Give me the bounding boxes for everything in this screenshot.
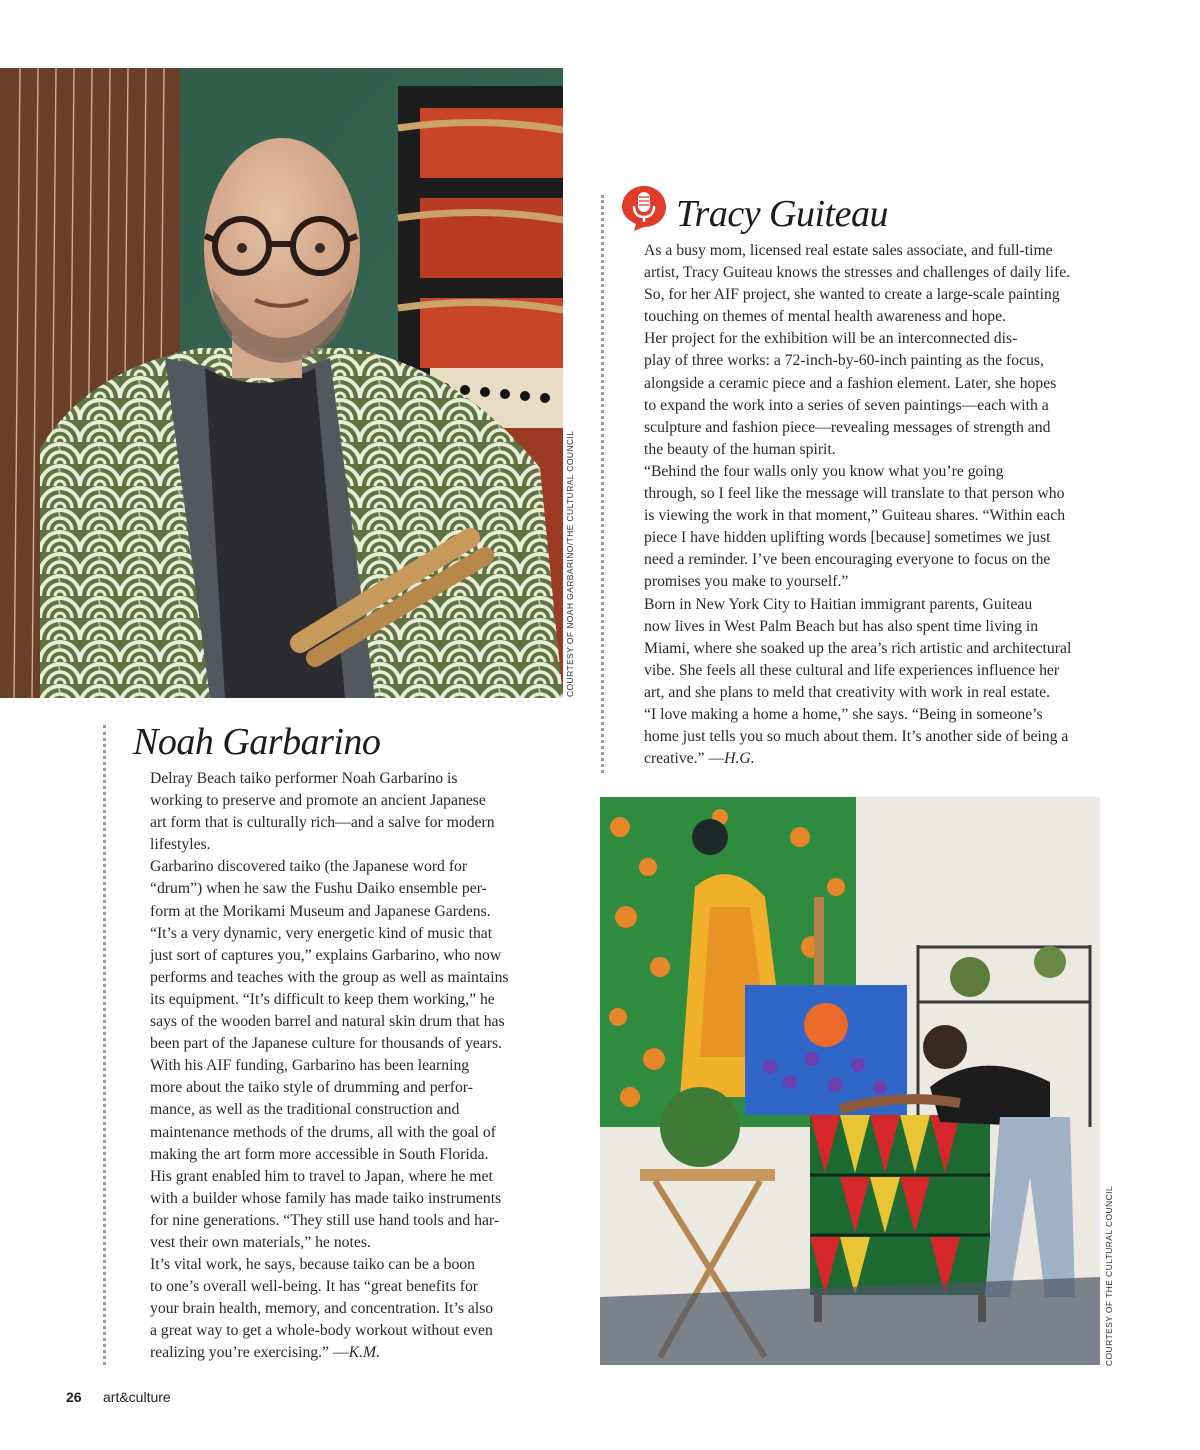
text-line: for nine generations. “They still use hand tools and har- [150, 1211, 500, 1229]
noah-paragraph [133, 923, 545, 1056]
microphone-icon [620, 184, 668, 232]
text-line [627, 748, 1101, 770]
text-line: artist, Tracy Guiteau knows the stresses and challenges of daily life. [644, 264, 1071, 282]
text-line: its equipment. “It’s difficult to keep them working,” he [150, 990, 495, 1008]
text-line: alongside a ceramic piece and a fashion element. Later, she hopes [644, 374, 1057, 392]
text-line: with a builder whose family has made taiko instruments [150, 1189, 502, 1207]
tracy-paragraph [627, 704, 1101, 770]
text-line: more about the taiko style of drumming and perfor- [150, 1079, 473, 1097]
text-line: need a reminder. I’ve been encouraging everyone to focus on the [644, 551, 1051, 569]
noah-article [133, 768, 545, 1365]
text-line: piece I have hidden uplifting words [because] sometimes we just [644, 529, 1051, 547]
text-line: through, so I feel like the message will translate to that person who [644, 485, 1065, 503]
text-line: mance, as well as the traditional construction and [150, 1101, 460, 1119]
text-line: home just tells you so much about them. It’s another side of being a [644, 728, 1069, 746]
noah-garbarino-photo [0, 68, 563, 698]
text-line: now lives in West Palm Beach but has also spent time living in [644, 617, 1039, 635]
text-line: to one’s overall well-being. It has “great benefits for [150, 1278, 479, 1296]
text-line: form at the Morikami Museum and Japanese Gardens. [150, 902, 491, 920]
text-line: So, for her AIF project, she wanted to create a large-scale painting [644, 286, 1060, 304]
text-line: touching on themes of mental health awareness and hope. [644, 308, 1007, 326]
text-fragment: realizing you’re exercising.” — [150, 1344, 349, 1362]
noah-dotted-rule [103, 725, 106, 1365]
page-number: 26 [66, 1389, 82, 1405]
noah-paragraph [133, 768, 545, 856]
author-initials: K.M. [348, 1344, 380, 1362]
tracy-paragraph [627, 328, 1101, 461]
text-line: Delray Beach taiko performer Noah Garbarino is [150, 770, 458, 787]
text-line: just sort of captures you,” explains Garbarino, who now [150, 946, 502, 964]
text-line: is viewing the work in that moment,” Guiteau shares. “Within each [644, 507, 1066, 525]
text-line: Her project for the exhibition will be an interconnected dis- [644, 330, 1018, 348]
text-line: art form that is culturally rich—and a salve for modern [150, 814, 495, 832]
text-line: maintenance methods of the drums, all with the goal of [150, 1123, 496, 1141]
text-line: “I love making a home a home,” she says. “Being in someone’s [644, 705, 1043, 723]
text-line: Born in New York City to Haitian immigrant parents, Guiteau [644, 595, 1033, 613]
text-line: It’s vital work, he says, because taiko can be a boon [150, 1256, 475, 1274]
text-line: working to preserve and promote an ancient Japanese [150, 792, 486, 810]
text-line: your brain health, memory, and concentration. It’s also [150, 1300, 494, 1318]
tracy-article [627, 240, 1101, 770]
text-line: says of the wooden barrel and natural skin drum that has [150, 1013, 505, 1031]
tracy-dotted-rule [601, 195, 604, 773]
noah-garbarino-heading: Noah Garbarino [133, 721, 381, 763]
text-line: His grant enabled him to travel to Japan, where he met [150, 1167, 493, 1185]
tracy-paragraph [627, 594, 1101, 704]
text-line: “Behind the four walls only you know what you’re going [644, 462, 1004, 480]
text-line: lifestyles. [150, 836, 211, 854]
text-line: vest their own materials,” he notes. [150, 1233, 371, 1251]
author-initials: H.G. [724, 750, 755, 768]
text-line: “It’s a very dynamic, very energetic kind of music that [150, 924, 493, 942]
text-line: performs and teaches with the group as well as maintains [150, 968, 509, 986]
noah-paragraph [133, 1254, 545, 1364]
noah-paragraph [133, 1055, 545, 1254]
tracy-guiteau-photo [600, 797, 1100, 1365]
text-line: making the art form more accessible in South Florida. [150, 1145, 489, 1163]
text-line: As a busy mom, licensed real estate sales associate, and full-time [644, 242, 1053, 259]
text-line: been part of the Japanese culture for thousands of years. [150, 1035, 502, 1053]
section-name: art&culture [103, 1389, 171, 1405]
text-line: Garbarino discovered taiko (the Japanese word for [150, 858, 468, 876]
text-line: sculpture and fashion piece—revealing messages of strength and [644, 418, 1051, 436]
tracy-paragraph [627, 461, 1101, 594]
text-line: art, and she plans to meld that creativity with work in real estate. [644, 683, 1051, 701]
text-line: Miami, where she soaked up the area’s rich artistic and architectural [644, 639, 1072, 657]
tracy-guiteau-heading: Tracy Guiteau [676, 193, 888, 235]
tracy-paragraph [627, 240, 1101, 328]
text-line: promises you make to yourself.” [644, 573, 849, 591]
text-line: vibe. She feels all these cultural and life experiences influence her [644, 661, 1060, 679]
text-line: With his AIF funding, Garbarino has been learning [150, 1057, 470, 1075]
text-line: “drum”) when he saw the Fushu Daiko ensemble per- [150, 880, 487, 898]
text-line: a great way to get a whole-body workout without even [150, 1322, 493, 1340]
noah-paragraph [133, 856, 545, 922]
text-line [133, 1342, 545, 1364]
text-line: to expand the work into a series of seven paintings—each with a [644, 396, 1049, 414]
text-fragment: creative.” — [644, 750, 725, 768]
noah-photo-credit: COURTESY OF NOAH GARBARINO/THE CULTURAL COUNCIL [565, 430, 575, 697]
tracy-photo-credit: COURTESY OF THE CULTURAL COUNCIL [1104, 1186, 1114, 1366]
text-line: play of three works: a 72-inch-by-60-inch painting as the focus, [644, 352, 1044, 370]
text-line: the beauty of the human spirit. [644, 440, 836, 458]
